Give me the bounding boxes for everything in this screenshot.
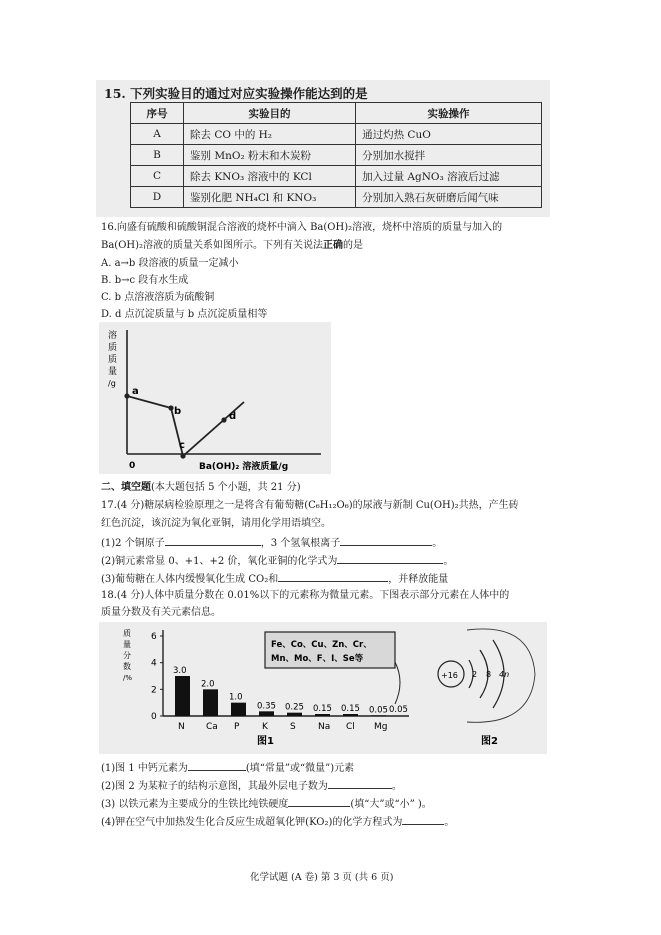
q17-sub2-text-b: 。 xyxy=(443,556,454,567)
q17-sub1-text-a: (1)2 个铜原子 xyxy=(101,538,165,549)
q18-sub2 xyxy=(101,778,402,793)
category-label: S xyxy=(290,722,296,732)
table-cell: 通过灼热 CuO xyxy=(356,124,542,145)
category-label: Ca xyxy=(206,722,218,732)
fig1-ylabel-char: 质 xyxy=(123,629,131,638)
answer-blank[interactable] xyxy=(288,796,350,807)
category-label: K xyxy=(262,722,268,732)
table-cell: C xyxy=(131,166,184,187)
label-d: d xyxy=(229,411,237,422)
section2-note: (本大题包括 5 个小题，共 21 分) xyxy=(151,482,301,493)
category-label: N xyxy=(178,722,185,732)
q18-sub2-text-a: (2)图 2 为某粒子的结构示意图，其最外层电子数为 xyxy=(101,781,328,792)
fig2-nucleus-charge: +16 xyxy=(441,671,458,680)
table-cell: B xyxy=(131,145,184,166)
q17-sub3 xyxy=(101,571,448,586)
table-cell: A xyxy=(131,124,184,145)
q17-sub3-text-a: (3)葡萄糖在人体内缓慢氧化生成 CO₂和 xyxy=(101,574,279,585)
category-label: Na xyxy=(318,722,331,732)
answer-blank[interactable] xyxy=(340,535,432,546)
section2-title: 二、填空题 xyxy=(101,482,151,493)
table-row xyxy=(131,187,542,208)
table-row xyxy=(131,166,542,187)
value-label: 0.05 xyxy=(369,705,388,716)
q17-sub1 xyxy=(101,535,442,550)
q15-title: 15. 下列实验目的通过对应实验操作能达到的是 xyxy=(104,86,368,101)
answer-blank[interactable] xyxy=(188,760,246,771)
q18-sub1-text-b: (填“常量”或“微量”)元素 xyxy=(245,763,355,774)
graph-ylabel-char: 质 xyxy=(108,343,118,353)
bar-cl xyxy=(343,714,358,716)
q18-sub4-text-a: (4)钾在空气中加热发生化合反应生成超氧化钾(KO₂)的化学方程式为 xyxy=(101,817,403,828)
bar-n xyxy=(175,676,190,716)
q16-graph xyxy=(99,322,331,474)
table-row xyxy=(131,145,542,166)
answer-blank[interactable] xyxy=(165,535,261,546)
answer-blank[interactable] xyxy=(328,778,392,789)
q16-stem-line2 xyxy=(101,239,363,252)
fig1-caption: 图1 xyxy=(257,736,274,747)
q16-option-d: D. d 点沉淀质量与 b 点沉淀质量相等 xyxy=(101,309,268,320)
q18-sub1-text-a: (1)图 1 中钙元素为 xyxy=(101,763,188,774)
bar-na xyxy=(315,714,330,716)
q18-stem-line1: 18.(4 分)人体中质量分数在 0.01%以下的元素称为微量元素。下图表示部分元素在人体中的 xyxy=(101,590,510,601)
table-cell: 分别加水搅拌 xyxy=(356,145,542,166)
value-label: 3.0 xyxy=(173,666,187,676)
value-label: 0.05 xyxy=(389,705,408,715)
fig1-bars xyxy=(173,666,408,732)
bar-ca xyxy=(203,689,218,716)
fig1-y-ticks xyxy=(151,632,163,722)
q15-header-operation: 实验操作 xyxy=(356,103,542,124)
point-a xyxy=(124,393,129,398)
q17-sub1-text-c: 。 xyxy=(432,538,443,549)
q18-stem-line2: 质量分数及有关元素信息。 xyxy=(101,607,221,618)
table-cell: 加入过量 AgNO₃ 溶液后过滤 xyxy=(356,166,542,187)
q17-sub3-text-b: ，并释放能量 xyxy=(388,574,449,585)
value-label: 0.15 xyxy=(341,704,360,714)
q18-sub3 xyxy=(101,796,432,811)
table-row xyxy=(131,124,542,145)
fig2-shell1-electrons: 2 xyxy=(472,670,478,679)
point-b xyxy=(168,405,173,410)
q18-figure xyxy=(99,622,547,754)
value-label: 0.25 xyxy=(285,702,304,713)
y-tick-label: 2 xyxy=(151,685,157,696)
q18-sub4 xyxy=(101,814,454,829)
q15-header-row xyxy=(131,103,542,124)
table-cell: 分别加入熟石灰研磨后闻气味 xyxy=(356,187,542,208)
q16-stem-text: Ba(OH)₂溶液的质量关系如图所示。下列有关说法 xyxy=(101,240,324,251)
q17-sub2-text-a: (2)铜元素常显 0、+1、+2 价，氧化亚铜的化学式为 xyxy=(101,556,338,567)
category-label: Mg xyxy=(374,722,388,732)
q17-stem-line2: 红色沉淀，该沉淀为氧化亚铜，请用化学用语填空。 xyxy=(101,518,331,529)
q18-sub4-text-b: 。 xyxy=(444,817,455,828)
q16-option-b: B. b→c 段有水生成 xyxy=(101,275,189,286)
fig2-shell3-electrons: 4n xyxy=(499,670,510,679)
graph-ylabel-char: 溶 xyxy=(108,331,118,341)
q18-sub3-text-a: (3) 以铁元素为主要成分的生铁比纯铁硬度 xyxy=(101,799,289,810)
table-cell: 鉴别化肥 NH₄Cl 和 KNO₃ xyxy=(184,187,356,208)
q16-graph-svg xyxy=(99,322,331,474)
point-d xyxy=(221,417,226,422)
table-cell: 鉴别 MnO₂ 粉末和木炭粉 xyxy=(184,145,356,166)
table-cell: 除去 KNO₃ 溶液中的 KCl xyxy=(184,166,356,187)
bar-p xyxy=(231,703,246,716)
page-footer: 化学试题 (A 卷) 第 3 页 (共 6 页) xyxy=(250,872,394,883)
y-tick-label: 6 xyxy=(151,632,157,642)
value-label: 2.0 xyxy=(201,679,215,690)
q18-sub3-text-b: (填“大”或“小” )。 xyxy=(350,799,432,810)
table-cell: D xyxy=(131,187,184,208)
answer-blank[interactable] xyxy=(337,553,443,564)
graph-curve xyxy=(127,396,244,456)
q16-option-c: C. b 点溶液溶质为硫酸铜 xyxy=(101,292,215,303)
graph-ylabel-char: 质 xyxy=(108,355,118,365)
y-tick-label: 4 xyxy=(151,658,157,669)
q15-header-no: 序号 xyxy=(131,103,184,124)
category-label: Cl xyxy=(346,722,355,732)
q17-sub1-text-b: ，3 个氢氧根离子 xyxy=(260,538,341,549)
value-label: 0.35 xyxy=(257,701,276,712)
bar-mg xyxy=(371,715,386,716)
value-label: 1.0 xyxy=(229,692,243,703)
q15-header-purpose: 实验目的 xyxy=(184,103,356,124)
q16-stem-end: 的是 xyxy=(343,240,364,251)
q16-stem-emphasis: 正确 xyxy=(323,240,344,251)
fig1-callout-pointer xyxy=(395,662,400,704)
graph-ylabel-char: 量 xyxy=(108,367,118,377)
graph-origin: 0 xyxy=(129,461,136,471)
q16-stem-line1: 16.向盛有硫酸和硫酸铜混合溶液的烧杯中滴入 Ba(OH)₂溶液，烧杯中溶质的质量与加入的 xyxy=(101,222,503,233)
fig1-callout-line1: Fe、Co、Cu、Zn、Cr、 xyxy=(271,640,372,650)
category-label: P xyxy=(234,722,240,732)
point-c xyxy=(180,453,185,458)
label-b: b xyxy=(174,406,182,417)
q18-sub1 xyxy=(101,760,354,775)
label-a: a xyxy=(132,386,139,397)
q18-figure-svg xyxy=(99,622,547,754)
q17-sub2 xyxy=(101,553,453,568)
fig1-ylabel-char: 分 xyxy=(123,651,131,660)
bar-s xyxy=(287,713,302,716)
fig1-ylabel-char: 数 xyxy=(123,662,131,671)
q18-sub2-text-b: 。 xyxy=(391,781,402,792)
fig2-shell2-electrons: 8 xyxy=(486,670,492,679)
fig1-ylabel-char: 量 xyxy=(123,640,131,649)
label-c: c xyxy=(179,440,185,451)
graph-ylabel-char: /g xyxy=(108,379,116,388)
graph-xlabel: Ba(OH)₂ 溶液质量/g xyxy=(199,462,289,472)
fig1-callout-line2: Mn、Mo、F、I、Se等 xyxy=(271,654,364,664)
value-label: 0.15 xyxy=(313,704,332,714)
q16-option-a: A. a→b 段溶液的质量一定减小 xyxy=(101,258,239,269)
bar-k xyxy=(259,711,274,716)
answer-blank[interactable] xyxy=(278,571,388,582)
fig1-ylabel-char: /% xyxy=(123,674,133,682)
fig2-caption: 图2 xyxy=(481,736,498,747)
table-cell: 除去 CO 中的 H₂ xyxy=(184,124,356,145)
section2-heading xyxy=(101,481,301,494)
q17-stem-line1: 17.(4 分)糖尿病检验原理之一是将含有葡萄糖(C₆H₁₂O₆)的尿液与新制 Cu(OH)₂共热，产生砖 xyxy=(101,500,519,511)
y-tick-label: 0 xyxy=(151,712,157,722)
answer-blank[interactable] xyxy=(402,814,444,825)
q15-table xyxy=(130,102,542,208)
